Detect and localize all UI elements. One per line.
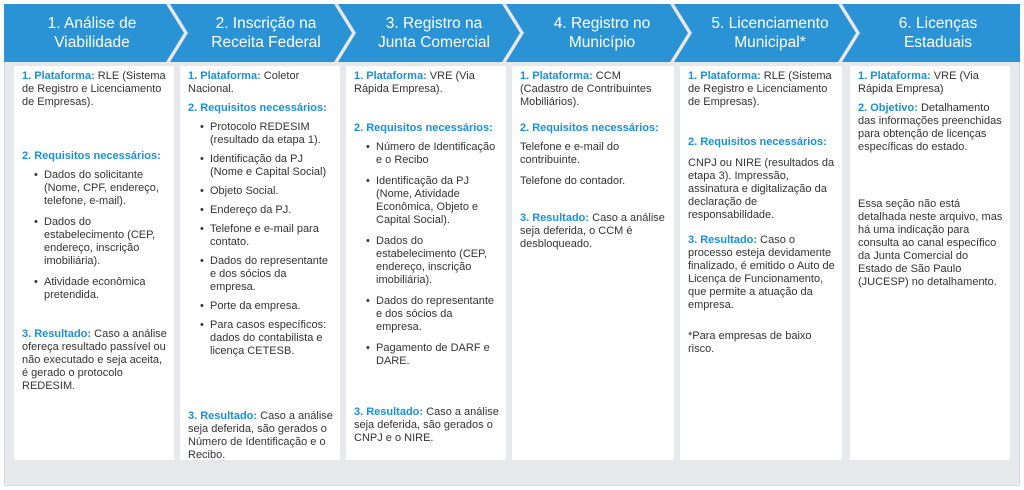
- step-4-result-text: Caso a análise seja deferida, o CCM é desbloqueado.: [520, 212, 665, 250]
- step-5-platform: [688, 70, 836, 109]
- step-5-footnote: *Para empresas de baixo risco.: [688, 330, 812, 355]
- list-item: • Dados do representante e dos sócios da empresa.: [188, 255, 334, 294]
- step-4-platform-label: 1. Plataforma:: [520, 70, 593, 82]
- step-4-req-line-2: Telefone do contador.: [520, 175, 626, 187]
- step-4-requirements: [520, 122, 668, 188]
- step-4-platform-text: CCM (Cadastro de Contribuintes Mobiliários).: [520, 70, 652, 108]
- list-item: • Protocolo REDESIM (resultado da etapa 1).: [188, 121, 334, 147]
- step-3-req-label: 2. Requisitos necessários:: [354, 122, 493, 134]
- step-2-result-text: Caso a análise seja deferida, são gerados o Número de Identificação e o Recibo.: [188, 410, 333, 461]
- step-6-platform-text: VRE (Via Rápida Empresa): [858, 70, 979, 95]
- step-2-result-label: 3. Resultado:: [188, 410, 258, 422]
- step-1-title: 1. Análise de Viabilidade: [47, 15, 137, 51]
- step-5-platform-label: 1. Plataforma:: [688, 70, 761, 82]
- step-1-result-text: Caso a análise ofereça resultado passível ou não executado e seja aceita, é gerado o protocolo REDESIM.: [22, 328, 167, 392]
- step-4-result-label: 3. Resultado:: [520, 212, 590, 224]
- step-5-requirements: [688, 136, 836, 222]
- step-6-note: Essa seção não está detalhada neste arquivo, mas há uma indicação para consulta ao canal específico da Junta Comercial do Estado de São Paulo (JUCESP) no detalhamento.: [858, 198, 1003, 288]
- step-5-req-text: CNPJ ou NIRE (resultados da etapa 3). Impressão, assinatura e digitalização da declaração de responsabilidade.: [688, 157, 835, 221]
- step-4-result: [520, 212, 668, 251]
- step-3-platform-label: 1. Plataforma:: [354, 70, 427, 82]
- step-2-platform-label: 1. Plataforma:: [188, 70, 261, 82]
- step-2-title: 2. Inscrição na Receita Federal: [211, 15, 321, 51]
- step-2-req-list: [188, 121, 334, 358]
- step-1-req-list: [22, 169, 168, 302]
- list-item: • Identificação da PJ (Nome, Atividade Econômica, Objeto e Capital Social).: [354, 175, 500, 227]
- process-header: [4, 4, 1020, 62]
- step-2-platform: [188, 70, 334, 96]
- list-item: • Número de Identificação e o Recibo: [354, 141, 500, 167]
- step-2-req-label: 2. Requisitos necessários:: [188, 102, 327, 114]
- step-1-requirements: [22, 150, 168, 302]
- step-5-result-text: Caso o processo esteja devidamente finalizado, é emitido o Auto de Licença de Funcionamento, que permite a atuação da empresa.: [688, 234, 835, 311]
- step-3-req-list: [354, 141, 500, 368]
- step-1-panel: [14, 66, 174, 460]
- step-6-title: 6. Licenças Estaduais: [898, 15, 978, 51]
- step-3-result-label: 3. Resultado:: [354, 406, 424, 418]
- step-3-platform-text: VRE (Via Rápida Empresa).: [354, 70, 475, 95]
- list-item: • Pagamento de DARF e DARE.: [354, 342, 500, 368]
- step-3-result: [354, 406, 500, 445]
- step-4-req-line-1: Telefone e e-mail do contribuinte.: [520, 141, 620, 166]
- list-item: • Telefone e e-mail para contato.: [188, 223, 334, 249]
- step-4-title: 4. Registro no Município: [553, 15, 651, 51]
- list-item: • Endereço da PJ.: [188, 204, 334, 217]
- step-1-platform-label: 1. Plataforma:: [22, 70, 95, 82]
- step-4-req-label: 2. Requisitos necessários:: [520, 122, 659, 134]
- step-5-panel: [680, 66, 842, 460]
- step-1-platform: [22, 70, 168, 109]
- list-item: • Para casos específicos: dados do contabilista e licença CETESB.: [188, 319, 334, 358]
- step-2-platform-text: Coletor Nacional.: [188, 70, 300, 95]
- step-1-result-label: 3. Resultado:: [22, 328, 92, 340]
- step-5-title: 5. Licenciamento Municipal*: [711, 15, 829, 51]
- list-item: • Atividade econômica pretendida.: [22, 276, 168, 302]
- step-5-req-label: 2. Requisitos necessários:: [688, 136, 827, 148]
- step-2-requirements: [188, 102, 334, 358]
- list-item: • Objeto Social.: [188, 185, 334, 198]
- list-item: • Dados do estabelecimento (CEP, endereço, inscrição imobiliária).: [22, 216, 168, 268]
- step-1-result: [22, 328, 168, 393]
- list-item: • Dados do representante e dos sócios da empresa.: [354, 295, 500, 334]
- step-3-requirements: [354, 122, 500, 368]
- step-3-panel: [346, 66, 506, 460]
- step-5-result: [688, 234, 836, 312]
- step-6-objective-text: Detalhamento das informações preenchidas para obtenção de licenças específicas do estado.: [858, 102, 1002, 153]
- step-5-platform-text: RLE (Sistema de Registro e Licenciamento de Empresas).: [688, 70, 832, 108]
- list-item: • Porte da empresa.: [188, 300, 334, 313]
- step-1-platform-text: RLE (Sistema de Registro e Licenciamento de Empresas).: [22, 70, 166, 108]
- step-6-panel: [850, 66, 1010, 460]
- step-6-platform-label: 1. Plataforma:: [858, 70, 931, 82]
- step-4-panel: [512, 66, 674, 460]
- step-1-req-label: 2. Requisitos necessários:: [22, 150, 161, 162]
- step-6-platform: [858, 70, 1004, 96]
- list-item: • Dados do solicitante (Nome, CPF, endereço, telefone, e-mail).: [22, 169, 168, 208]
- step-6-objective: [858, 102, 1004, 154]
- step-3-title: 3. Registro na Junta Comercial: [378, 15, 490, 51]
- step-5-result-label: 3. Resultado:: [688, 234, 758, 246]
- list-item: • Dados do estabelecimento (CEP, endereço, inscrição imobiliária).: [354, 235, 500, 287]
- step-6-objective-label: 2. Objetivo:: [858, 102, 918, 114]
- step-3-result-text: Caso a análise seja deferida, são gerados o CNPJ e o NIRE.: [354, 406, 499, 444]
- list-item: • Identificação da PJ (Nome e Capital Social): [188, 153, 334, 179]
- step-2-panel: [180, 66, 340, 460]
- step-3-platform: [354, 70, 500, 96]
- step-4-platform: [520, 70, 668, 109]
- step-2-result: [188, 410, 334, 462]
